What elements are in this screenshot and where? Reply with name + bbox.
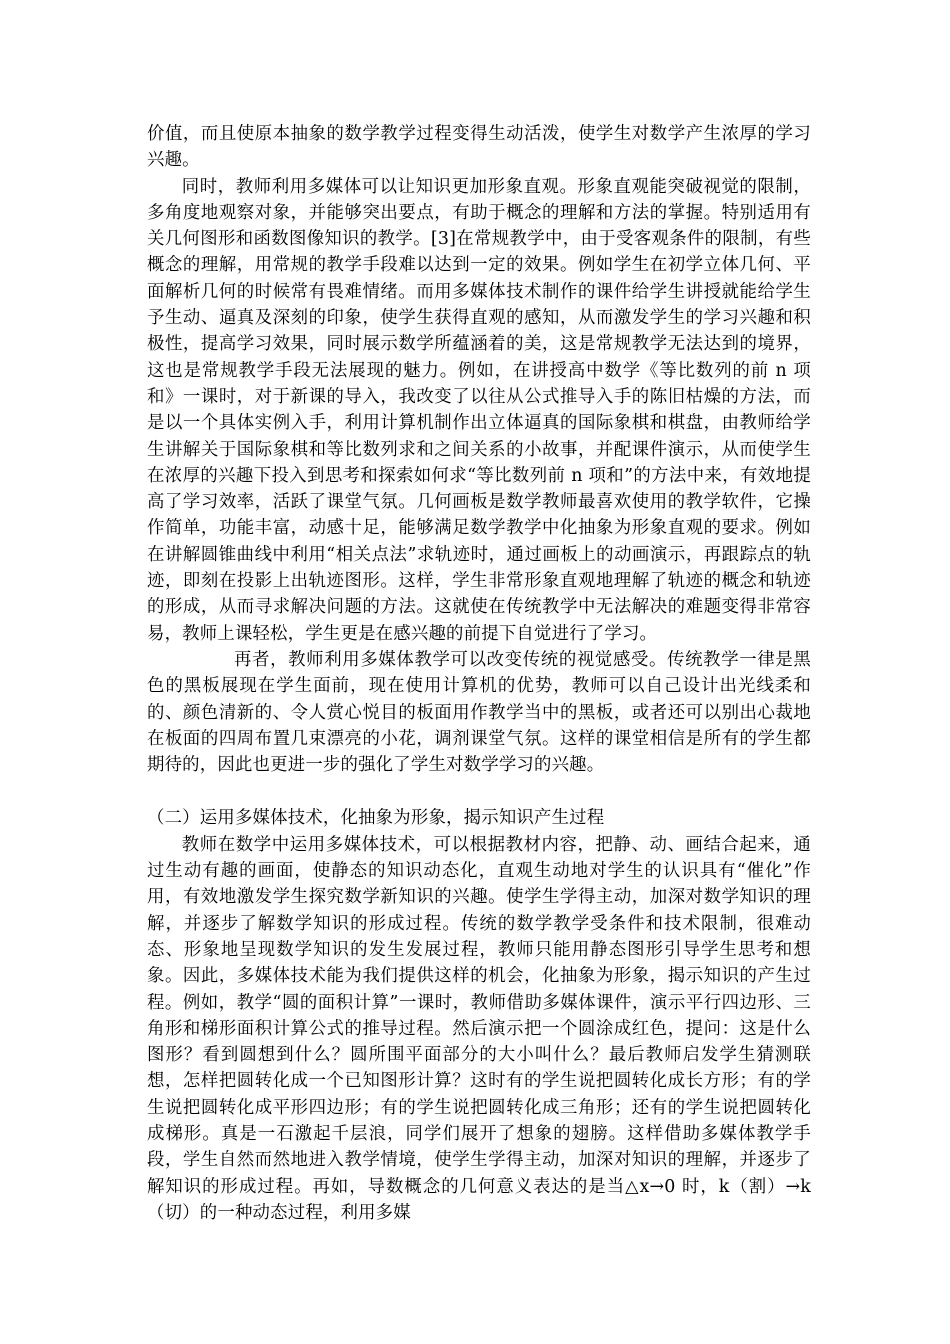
paragraph-visual-experience: 再者，教师利用多媒体教学可以改变传统的视觉感受。传统教学一律是黑色的黑板展现在学生面前，现在使用计算机的优势，教师可以自己设计出光线柔和的、颜色清新的、令人赏心悦目的板面用作教学当中的黑板，或者还可以别出心裁地在板面的四周布置几束漂亮的小花，调剂课堂气氛。这样的课堂相信是所有的学生都期待的，因此也更进一步的强化了学生对数学学习的兴趣。: [147, 649, 811, 776]
paragraph-visualization: 同时，教师利用多媒体可以让知识更加形象直观。形象直观能突破视觉的限制，多角度地观察对象，并能够突出要点，有助于概念的理解和方法的掌握。特别适用有关几何图形和函数图像知识的教学。[3]在常规教学中，由于受客观条件的限制，有些概念的理解，用常规的教学手段难以达到一定的效果。例如学生在初学立体几何、平面解析几何的时候常有畏难情绪。而用多媒体技术制作的课件给学生讲授就能给学生予生动、逼真及深刻的印象，使学生获得直观的感知，从而激发学生的学习兴趣和积极性，提高学习效果，同时展示数学所蕴涵着的美，这是常规教学无法达到的境界，这也是常规教学手段无法展现的魅力。例如，在讲授高中数学《等比数列的前 n 项和》一课时，对于新课的导入，我改变了以往从公式推导入手的陈旧枯燥的方法，而是以一个具体实例入手，利用计算机制作出立体逼真的国际象棋和棋盘，由教师给学生讲解关于国际象棋和等比数列求和之间关系的小故事，并配课件演示，从而使学生在浓厚的兴趣下投入到思考和探索如何求“等比数列前 n 项和”的方法中来，有效地提高了学习效率，活跃了课堂气氛。几何画板是数学教师最喜欢使用的教学软件，它操作简单，功能丰富，动感十足，能够满足数学教学中化抽象为形象直观的要求。例如在讲解圆锥曲线中利用“相关点法”求轨迹时，通过画板上的动画演示，再跟踪点的轨迹，即刻在投影上出轨迹图形。这样，学生非常形象直观地理解了轨迹的概念和轨迹的形成，从而寻求解决问题的方法。这就使在传统教学中无法解决的难题变得非常容易，教师上课轻松，学生更是在感兴趣的前提下自觉进行了学习。: [147, 176, 811, 644]
paragraph-continuation: 价值，而且使原本抽象的数学教学过程变得生动活泼，使学生对数学产生浓厚的学习兴趣。: [147, 124, 811, 171]
paragraph-gap: [147, 778, 811, 805]
document-body: [147, 121, 811, 1226]
section-heading: （二）运用多媒体技术，化抽象为形象，揭示知识产生过程: [147, 808, 605, 829]
paragraph-abstract-to-concrete: 教师在数学中运用多媒体技术，可以根据教材内容，把静、动、画结合起来，通过生动有趣的画面，使静态的知识动态化，直观生动地对学生的认识具有“催化”作用，有效地激发学生探究数学新知识的兴趣。使学生学得主动，加深对数学知识的理解，并逐步了解数学知识的形成过程。传统的数学教学受条件和技术限制，很难动态、形象地呈现数学知识的发生发展过程，教师只能用静态图形引导学生思考和想象。因此，多媒体技术能为我们提供这样的机会，化抽象为形象，揭示知识的产生过程。例如，教学“圆的面积计算”一课时，教师借助多媒体课件，演示平行四边形、三角形和梯形面积计算公式的推导过程。然后演示把一个圆涂成红色，提问：这是什么图形？看到圆想到什么？圆所围平面部分的大小叫什么？最后教师启发学生猜测联想，怎样把圆转化成一个已知图形计算？这时有的学生说把圆转化成长方形；有的学生说把圆转化成平形四边形；有的学生说把圆转化成三角形；还有的学生说把圆转化成梯形。真是一石激起千层浪，同学们展开了想象的翅膀。这样借助多媒体教学手段，学生自然而然地进入教学情境，使学生学得主动，加深对知识的理解，并逐步了解知识的形成过程。再如，导数概念的几何意义表达的是当△x→0 时，k（割）→k（切）的一种动态过程，利用多媒: [147, 834, 811, 1223]
